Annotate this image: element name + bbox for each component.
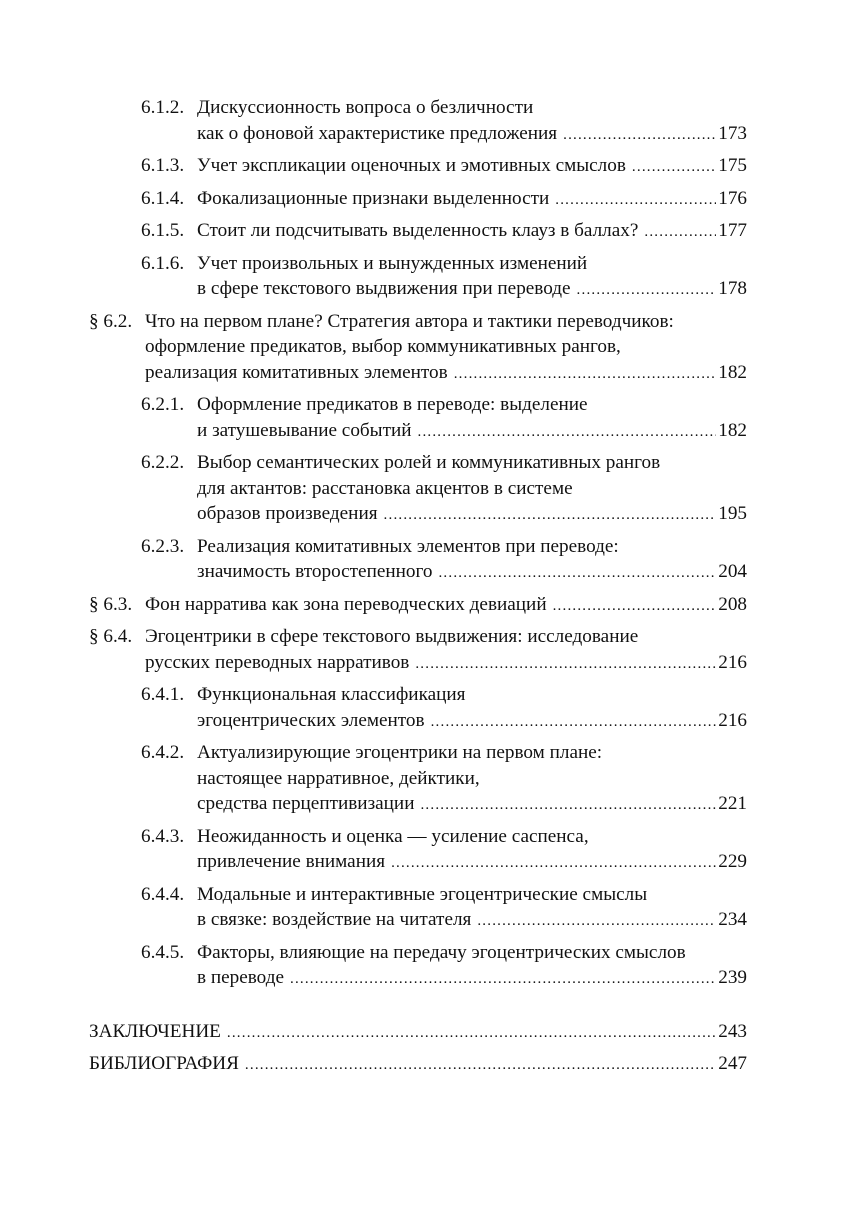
- toc-page-number: 178: [718, 278, 747, 299]
- toc-entry[interactable]: [89, 251, 747, 304]
- toc-page-number: 175: [718, 155, 747, 176]
- dot-leader: [431, 710, 717, 736]
- toc-page-number: 221: [718, 793, 747, 814]
- toc-page-number: 176: [718, 187, 747, 209]
- toc-entry-title-line: Актуализирующие эгоцентрики на первом плане:: [197, 742, 603, 763]
- toc-entry-number: 6.4.2.: [141, 742, 185, 763]
- toc-entry[interactable]: [89, 218, 747, 246]
- toc-entry-title-last-line: эгоцентрических элементов: [197, 709, 425, 731]
- dot-leader: [577, 278, 717, 304]
- toc-entry-title-last-line: Фон нарратива как зона переводческих девиаций: [145, 593, 547, 615]
- dot-leader: [632, 155, 716, 181]
- toc-entry[interactable]: [89, 309, 747, 388]
- toc-entry-title-last-line: реализация комитативных элементов: [145, 361, 448, 383]
- toc-entry[interactable]: [89, 624, 747, 677]
- toc-entry[interactable]: [89, 824, 747, 877]
- toc-entry[interactable]: [89, 1051, 747, 1079]
- toc-page-number: 173: [718, 122, 747, 144]
- dot-leader: [418, 420, 717, 446]
- dot-leader: [391, 851, 716, 877]
- toc-entry[interactable]: [89, 940, 747, 993]
- toc-entry-number: 6.4.5.: [141, 941, 185, 963]
- toc-entry-number: 6.1.3.: [141, 155, 185, 176]
- toc-entry-title-line: Реализация комитативных элементов при переводе:: [197, 535, 619, 557]
- toc-entry[interactable]: [89, 740, 747, 819]
- toc-entry-title-line: Функциональная классификация: [197, 684, 466, 705]
- toc-page-number: 234: [718, 909, 747, 930]
- toc-entry-title-last-line: Фокализационные признаки выделенности: [197, 187, 550, 209]
- toc-entry[interactable]: [89, 882, 747, 935]
- toc-page-number: 239: [718, 967, 747, 988]
- toc-entry-title-line: Эгоцентрики в сфере текстового выдвижения: исследование: [145, 626, 639, 647]
- toc-entry-title-line: оформление предикатов, выбор коммуникативных рангов,: [145, 336, 621, 357]
- toc-entry[interactable]: [89, 1019, 747, 1047]
- toc-page-number: 247: [718, 1053, 747, 1074]
- toc-entry-number: § 6.4.: [89, 626, 133, 647]
- toc-entry-title-last-line: в связке: воздействие на читателя: [197, 909, 472, 930]
- toc-entry-title-line: Выбор семантических ролей и коммуникативных рангов: [197, 452, 661, 473]
- toc-page-number: 208: [718, 593, 747, 615]
- dot-leader: [563, 123, 716, 149]
- dot-leader: [454, 362, 717, 388]
- toc-entry-title-last-line: средства перцептивизации: [197, 793, 415, 814]
- toc-entry-number: 6.1.6.: [141, 252, 185, 274]
- toc-entry-title-last-line: образов произведения: [197, 503, 378, 524]
- toc-entry-title-line: Что на первом плане? Стратегия автора и тактики переводчиков:: [145, 310, 674, 332]
- toc-page-number: 182: [718, 361, 747, 383]
- toc-page-number: 229: [718, 851, 747, 872]
- toc-entry[interactable]: [89, 95, 747, 148]
- toc-entry-title-last-line: как о фоновой характеристике предложения: [197, 122, 558, 144]
- toc-entry-number: 6.1.5.: [141, 220, 185, 241]
- toc-entry-title-line: Дискуссионность вопроса о безличности: [197, 97, 534, 118]
- toc-entry[interactable]: [89, 592, 747, 620]
- toc-entry-number: 6.2.2.: [141, 452, 185, 473]
- toc-entry[interactable]: [89, 186, 747, 214]
- toc-page-number: 182: [718, 419, 747, 441]
- toc-entry-title-line: Учет произвольных и вынужденных изменений: [197, 252, 588, 274]
- toc-entry-title-last-line: и затушевывание событий: [197, 419, 412, 441]
- toc-entry[interactable]: [89, 392, 747, 445]
- toc-entry-title-line: для актантов: расстановка акцентов в системе: [197, 477, 573, 499]
- dot-leader: [555, 188, 716, 214]
- toc-entry-number: 6.1.2.: [141, 97, 185, 118]
- toc-entry-number: 6.2.1.: [141, 394, 185, 415]
- toc-entry-title-last-line: русских переводных нарративов: [145, 651, 410, 673]
- dot-leader: [644, 220, 716, 246]
- dot-leader: [477, 909, 716, 935]
- dot-leader: [553, 594, 717, 620]
- toc-entry[interactable]: [89, 450, 747, 529]
- toc-entry-title-line: Оформление предикатов в переводе: выделение: [197, 394, 588, 415]
- toc-page-number: 204: [718, 561, 747, 582]
- toc-entry-number: § 6.2.: [89, 310, 133, 332]
- toc-entry-title-last-line: значимость второстепенного: [197, 561, 433, 582]
- dot-leader: [415, 652, 716, 678]
- table-of-contents: [89, 95, 747, 1084]
- toc-entry-number: 6.2.3.: [141, 535, 185, 557]
- toc-entry-number: 6.4.1.: [141, 684, 185, 705]
- toc-page-number: 216: [718, 709, 747, 731]
- toc-entry-title-last-line: Стоит ли подсчитывать выделенность клауз в баллах?: [197, 220, 639, 241]
- toc-entry-title-line: Факторы, влияющие на передачу эгоцентрических смыслов: [197, 941, 686, 963]
- toc-page-number: 243: [718, 1020, 747, 1042]
- dot-leader: [384, 503, 717, 529]
- dot-leader: [290, 967, 716, 993]
- toc-entry-number: 6.4.3.: [141, 825, 185, 847]
- toc-entry-number: 6.4.4.: [141, 883, 185, 905]
- toc-entry-title-last-line: в переводе: [197, 967, 284, 988]
- toc-entry-title-line: Неожиданность и оценка — усиление саспенса,: [197, 825, 589, 847]
- dot-leader: [227, 1021, 716, 1047]
- toc-entry[interactable]: [89, 534, 747, 587]
- toc-page-number: 216: [718, 651, 747, 673]
- section-gap: [89, 998, 747, 1019]
- dot-leader: [420, 793, 716, 819]
- toc-entry[interactable]: [89, 153, 747, 181]
- toc-entry-title-last-line: Учет экспликации оценочных и эмотивных смыслов: [197, 155, 626, 176]
- toc-page-number: 195: [718, 503, 747, 524]
- toc-entry-title-line: настоящее нарративное, дейктики,: [197, 767, 480, 789]
- toc-entry-title-last-line: в сфере текстового выдвижения при переводе: [197, 278, 571, 299]
- dot-leader: [438, 561, 716, 587]
- dot-leader: [245, 1053, 716, 1079]
- toc-entry-title-line: Модальные и интерактивные эгоцентрические смыслы: [197, 883, 648, 905]
- toc-page-number: 177: [718, 220, 747, 241]
- toc-entry[interactable]: [89, 682, 747, 735]
- toc-entry-number: § 6.3.: [89, 593, 133, 615]
- toc-entry-title-last-line: БИБЛИОГРАФИЯ: [89, 1053, 239, 1074]
- toc-entry-title-last-line: привлечение внимания: [197, 851, 386, 872]
- toc-entry-number: 6.1.4.: [141, 187, 185, 209]
- toc-entry-title-last-line: ЗАКЛЮЧЕНИЕ: [89, 1020, 221, 1042]
